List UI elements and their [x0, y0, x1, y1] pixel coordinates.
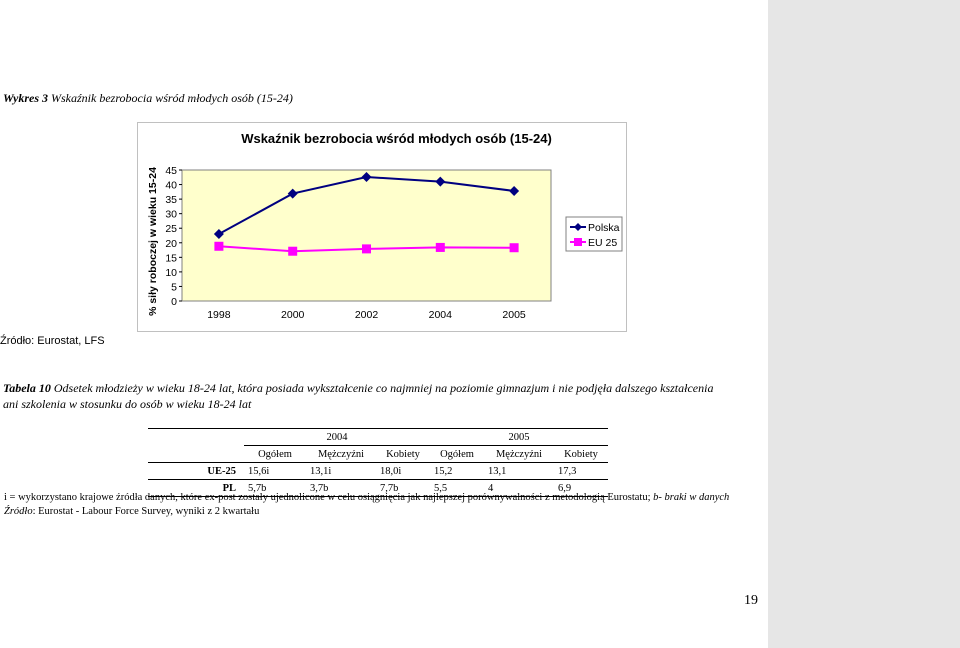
subheader-total-2005: Ogółem: [440, 448, 474, 460]
table-cell: 13,1i: [306, 463, 376, 480]
data-point: [288, 247, 297, 256]
chart-area: [137, 122, 627, 332]
line-chart: [138, 123, 626, 331]
x-tick-label: 1998: [207, 309, 231, 321]
subheader-men-2005: Mężczyźni: [495, 448, 543, 460]
y-tick-label: 40: [165, 179, 177, 192]
table-cell: 5,5: [430, 480, 484, 497]
table-row: [148, 463, 608, 480]
y-tick-label: 35: [165, 194, 177, 207]
subheader-men-2004: Mężczyźni: [317, 448, 365, 460]
data-point: [510, 243, 519, 252]
x-tick-label: 2000: [281, 309, 305, 321]
data-point: [436, 243, 445, 252]
footnote-tail: b- braki w danych: [650, 492, 730, 503]
table-caption-prefix: Tabela 10: [3, 381, 51, 395]
subheader-women-2004: Kobiety: [386, 448, 420, 460]
table-source: [4, 506, 259, 517]
y-tick-label: 10: [165, 266, 177, 279]
table-cell: 18,0i: [376, 463, 430, 480]
y-tick-label: 20: [165, 237, 177, 250]
chart-caption-text: Wskaźnik bezrobocia wśród młodych osób (15-24): [48, 91, 293, 105]
chart-title: Wskaźnik bezrobocia wśród młodych osób (15-24): [241, 131, 552, 146]
x-tick-label: 2004: [428, 309, 452, 321]
chart-caption: [3, 91, 293, 106]
y-tick-label: 15: [165, 252, 177, 265]
chart-source: Źródło: Eurostat, LFS: [0, 335, 105, 347]
table-cell: 6,9: [554, 480, 608, 497]
table-cell: 4: [484, 480, 554, 497]
subheader-women-2005: Kobiety: [564, 448, 598, 460]
data-table: [148, 428, 608, 497]
table-cell: 15,6i: [244, 463, 306, 480]
subheader-total-2004: Ogółem: [258, 448, 292, 460]
year-header-2004: 2004: [244, 429, 430, 446]
data-point: [362, 244, 371, 253]
table-source-text: : Eurostat - Labour Force Survey, wyniki z 2 kwartału: [32, 506, 260, 517]
plot-area: [182, 170, 551, 301]
table-cell: 7,7b: [376, 480, 430, 497]
footnote-main: i = wykorzystano krajowe źródła danych, które ex-post zostały ujednolicone w celu osiągnięcia jak najlepszej porównywalności z metodologią Eurostatu;: [4, 492, 651, 503]
y-tick-label: 25: [165, 223, 177, 236]
legend-marker: [574, 238, 582, 246]
table-source-label: Źródło: [4, 506, 33, 517]
x-tick-label: 2005: [502, 309, 526, 321]
legend-label: EU 25: [588, 237, 618, 249]
y-tick-label: 0: [171, 296, 177, 308]
y-tick-label: 45: [165, 165, 177, 177]
table-cell: 13,1: [484, 463, 554, 480]
year-header-2005: 2005: [430, 429, 608, 446]
table-footnote: [4, 492, 729, 503]
row-label: UE-25: [148, 463, 244, 480]
y-tick-label: 5: [171, 281, 177, 294]
row-label: PL: [148, 480, 244, 497]
y-axis-label: % siły roboczej w wieku 15-24: [147, 167, 159, 316]
table-cell: 3,7b: [306, 480, 376, 497]
table-cell: 17,3: [554, 463, 608, 480]
table-cell: 15,2: [430, 463, 484, 480]
legend-label: Polska: [588, 222, 620, 234]
page-number: 19: [744, 593, 758, 608]
data-point: [214, 242, 223, 251]
x-tick-label: 2002: [354, 309, 379, 321]
y-tick-label: 30: [165, 208, 177, 221]
table-caption-text: Odsetek młodzieży w wieku 18-24 lat, która posiada wykształcenie co najmniej na poziomie gimnazjum i nie podjęła dalszego kształcenia ani szkolenia w stosunku do osób w wieku 18-24 lat: [3, 381, 714, 411]
chart-caption-prefix: Wykres 3: [3, 91, 48, 105]
table-year-row: [148, 429, 608, 446]
table-cell: 5,7b: [244, 480, 306, 497]
table-caption: [3, 380, 723, 412]
table-subheader-row: [148, 446, 608, 463]
right-margin-panel: [768, 0, 960, 648]
